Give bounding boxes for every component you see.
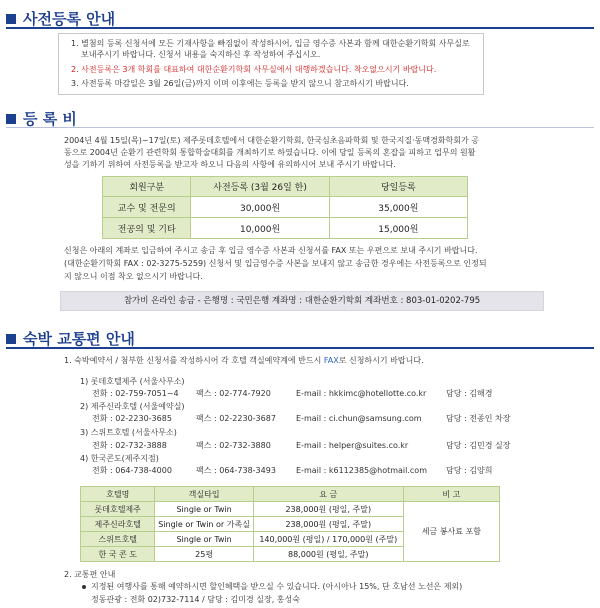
section3-item1	[64, 356, 424, 366]
hotel-rates-table	[80, 486, 500, 562]
table-cell: Single or Twin	[155, 532, 253, 547]
remark-cell: 세금 봉사료 포함	[403, 502, 499, 562]
table-row	[81, 502, 500, 517]
section1-item1-cont: 보내주시기 바랍니다. 신청서 내용을 숙지하신 후 작성하여 주십시오.	[81, 50, 321, 59]
registration-fee-table	[102, 176, 468, 239]
table-header: 객실타입	[155, 487, 253, 502]
table-cell: 롯데호텔제주	[81, 502, 155, 517]
hotel-name: 2) 제주신라호텔 (서울예약실)	[80, 402, 185, 411]
table-cell: 제주신라호텔	[81, 517, 155, 532]
section2-intro-1: 2004년 4월 15일(목)~17일(토) 제주롯데호텔에서 대한순환기학회, 한국심초음파학회 및 한국지질·동맥경화학회가 공	[64, 136, 479, 145]
hotel-email: E-mail : ci.chun@samsung.com	[296, 414, 422, 423]
section2-intro-3: 성을 기하기 위하여 사전등록을 받고자 하오니 다음의 사항에 유의하시어 보내 주시기 바랍니다.	[64, 160, 396, 169]
table-header-row	[103, 177, 468, 197]
table-cell: 238,000원 (평일, 주말)	[253, 517, 403, 532]
section1-header	[6, 8, 115, 29]
table-cell: 교수 및 전문의	[103, 197, 191, 218]
hotel-tel: 전화 : 02-732-3888	[92, 441, 167, 450]
table-cell: 25평	[155, 547, 253, 562]
section3-header	[6, 328, 135, 349]
divider	[6, 27, 594, 29]
transport-line-1	[82, 582, 462, 592]
divider	[6, 127, 594, 128]
table-cell: 15,000원	[329, 218, 467, 239]
table-cell: 전공의 및 기타	[103, 218, 191, 239]
square-bullet-icon	[6, 14, 16, 24]
hotel-fax: 팩스 : 02-774-7920	[196, 389, 271, 398]
section2-header	[6, 108, 77, 129]
hotel-contact: 담당 : 김민경 실장	[446, 441, 511, 450]
transport-line-2: 정동관광 : 전화 02)732-7114 / 담당 : 김미경 실장, 홍성숙	[91, 595, 300, 604]
hotel-name: 4) 한국콘도(제주지점)	[80, 454, 159, 463]
table-header: 비 고	[403, 487, 499, 502]
hotel-email: E-mail : k6112385@hotmail.com	[296, 466, 427, 475]
table-header: 사전등록 (3월 26일 한)	[191, 177, 329, 197]
hotel-tel: 전화 : 02-759-7051~4	[92, 389, 179, 398]
hotel-name: 1) 롯데호텔제주 (서울사무소)	[80, 377, 185, 386]
bullet-icon	[82, 585, 86, 589]
section1-title: 사전등록 안내	[23, 10, 116, 28]
section3-title: 숙박 교통편 안내	[23, 330, 135, 348]
hotel-email: E-mail : hkkimc@hotellotte.co.kr	[296, 389, 427, 398]
hotel-fax: 팩스 : 02-2230-3687	[196, 414, 276, 423]
transport-text-1: 지정된 여행사를 통해 예약하시면 할인혜택을 받으실 수 있습니다. (아시아나 15%, 단 호남선 노선은 제외)	[91, 582, 463, 591]
hotel-contact: 담당 : 김양희	[446, 466, 493, 475]
table-cell: 140,000원 (평일) / 170,000원 (주말)	[253, 532, 403, 547]
section1-item2: 2. 사전등록은 3개 학회를 대표하여 대한순환기학회 사무실에서 대행하겠습니다. 착오없으시기 바랍니다.	[71, 65, 437, 74]
table-cell: 238,000원 (평일, 주말)	[253, 502, 403, 517]
table-cell: Single or Twin	[155, 502, 253, 517]
fax-highlight: FAX	[323, 356, 339, 365]
table-header: 당일등록	[329, 177, 467, 197]
section1-box	[58, 33, 484, 95]
item1-text: 1. 숙박예약서 / 첨부한 신청서를 작성하시어 각 호텔 객실예약계에 반드시	[64, 356, 324, 365]
table-header: 회원구분	[103, 177, 191, 197]
table-cell: 한 국 콘 도	[81, 547, 155, 562]
hotel-tel: 전화 : 02-2230-3685	[92, 414, 172, 423]
section2-note-1: 신청은 아래의 계좌로 입금하여 주시고 송금 후 입금 영수증 사본과 신청서를 FAX 또는 우편으로 보내 주시기 바랍니다.	[64, 246, 478, 255]
section2-note-2: (대한순환기학회 FAX : 02-3275-5259) 신청서 및 입금영수증 사본을 보내지 않고 송금한 경우에는 사전등록으로 인정되	[64, 259, 487, 268]
table-cell: 10,000원	[191, 218, 329, 239]
square-bullet-icon	[6, 334, 16, 344]
section2-title: 등 록 비	[23, 110, 77, 128]
table-header: 요 금	[253, 487, 403, 502]
hotel-name: 3) 스위트호텔 (서울사무소)	[80, 428, 177, 437]
table-row	[103, 197, 468, 218]
section2-note-3: 지 않으니 이점 착오 없으시기 바랍니다.	[64, 272, 203, 281]
section3-item2: 2. 교통편 안내	[64, 570, 116, 579]
hotel-contact: 담당 : 김해경	[446, 389, 493, 398]
hotel-fax: 팩스 : 02-732-3880	[196, 441, 271, 450]
hotel-contact: 담당 : 전종인 차장	[446, 414, 511, 423]
table-header: 호텔명	[81, 487, 155, 502]
hotel-tel: 전화 : 064-738-4000	[92, 466, 172, 475]
section2-intro-2: 동으로 2004년 순환기 관련학회 통합학술대회를 개최하기로 하였습니다. 이에 당일 등록의 혼잡을 피하고 업무의 원활	[64, 148, 476, 157]
item1-text-end: 로 신청하시기 바랍니다.	[338, 356, 424, 365]
hotel-email: E-mail : helper@suites.co.kr	[296, 441, 409, 450]
section1-item3: 3. 사전등록 마감일은 3월 26일(금)까지 이며 이후에는 등록을 받지 않으니 참고하시기 바랍니다.	[71, 79, 409, 88]
table-header-row	[81, 487, 500, 502]
table-cell: 스위트호텔	[81, 532, 155, 547]
payment-info: 참가비 온라인 송금 - 은행명 : 국민은행 계좌명 : 대한순환기학회 계좌번호 : 803-01-0202-795	[60, 291, 544, 311]
square-bullet-icon	[6, 114, 16, 124]
table-row	[103, 218, 468, 239]
table-cell: 35,000원	[329, 197, 467, 218]
divider	[6, 347, 594, 349]
table-cell: Single or Twin or 가족실	[155, 517, 253, 532]
table-cell: 88,000원 (평일, 주말)	[253, 547, 403, 562]
table-cell: 30,000원	[191, 197, 329, 218]
hotel-fax: 팩스 : 064-738-3493	[196, 466, 276, 475]
section1-item1: 1. 별첨의 등록 신청서에 모든 기재사항을 빠짐없이 작성하시어, 입금 영수증 사본과 함께 대한순환기학회 사무실로	[71, 39, 470, 48]
